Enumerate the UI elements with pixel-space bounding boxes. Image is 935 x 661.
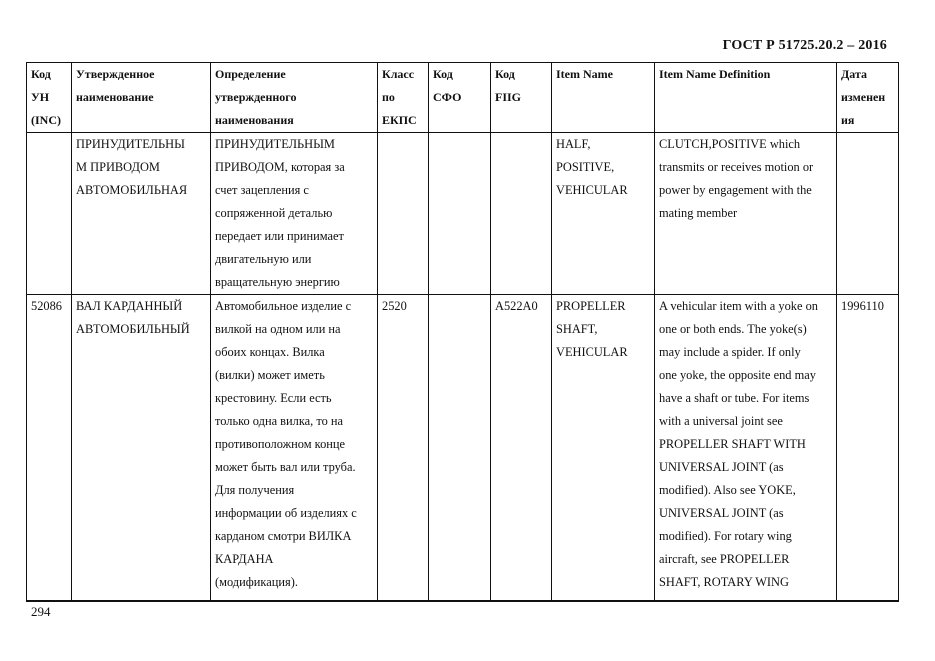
column-header-definition: Определение утвержденного наименования [211, 63, 378, 133]
cell-fiig [491, 133, 552, 295]
cell-inc [27, 133, 72, 295]
document-standard-title: ГОСТ Р 51725.20.2 – 2016 [722, 38, 887, 53]
table-header-row [27, 63, 899, 133]
cell-sfo [429, 295, 491, 602]
cell-item-name: HALF, POSITIVE, VEHICULAR [552, 133, 655, 295]
column-header-fiig: Код FIIG [491, 63, 552, 133]
cell-class [378, 133, 429, 295]
cell-date [837, 133, 899, 295]
table-row [27, 133, 899, 295]
column-header-date: Дата изменен ия [837, 63, 899, 133]
cell-item-name: PROPELLER SHAFT, VEHICULAR [552, 295, 655, 602]
column-header-sfo: Код СФО [429, 63, 491, 133]
cell-fiig: A522A0 [491, 295, 552, 602]
cell-sfo [429, 133, 491, 295]
cell-approved-name: ПРИНУДИТЕЛЬНЫ М ПРИВОДОМ АВТОМОБИЛЬНАЯ [72, 133, 211, 295]
column-header-approved-name: Утвержденное наименование [72, 63, 211, 133]
column-header-class: Класс по ЕКПС [378, 63, 429, 133]
cell-item-name-definition: A vehicular item with a yoke on one or both ends. The yoke(s) may include a spider. If only one yoke, the opposite end may have a shaft or tube. For items with a universal joint see PROPELLER SHAFT WITH UNIVERSAL JOINT (as modified). Also see YOKE, UNIVERSAL JOINT (as modified). For rotary wing aircraft, see PROPELLER SHAFT, ROTARY WING [655, 295, 837, 602]
column-header-inc: Код УН (INC) [27, 63, 72, 133]
column-header-item-name: Item Name [552, 63, 655, 133]
cell-definition: Автомобильное изделие с вилкой на одном или на обоих концах. Вилка (вилки) может иметь крестовину. Если есть только одна вилка, то на противоположном конце может быть вал или труба. Для получения информации об изделиях с карданом смотри ВИЛКА КАРДАНА (модификация). [211, 295, 378, 602]
table-row [27, 295, 899, 602]
cell-item-name-definition: CLUTCH,POSITIVE which transmits or receives motion or power by engagement with the mating member [655, 133, 837, 295]
cell-date: 1996110 [837, 295, 899, 602]
page-number: 294 [31, 604, 51, 619]
cell-definition: ПРИНУДИТЕЛЬНЫМ ПРИВОДОМ, которая за счет зацепления с сопряженной деталью передает или принимает двигательную или вращательную энергию [211, 133, 378, 295]
item-names-table [26, 62, 899, 602]
cell-inc: 52086 [27, 295, 72, 602]
cell-approved-name: ВАЛ КАРДАННЫЙ АВТОМОБИЛЬНЫЙ [72, 295, 211, 602]
cell-class: 2520 [378, 295, 429, 602]
column-header-item-name-definition: Item Name Definition [655, 63, 837, 133]
